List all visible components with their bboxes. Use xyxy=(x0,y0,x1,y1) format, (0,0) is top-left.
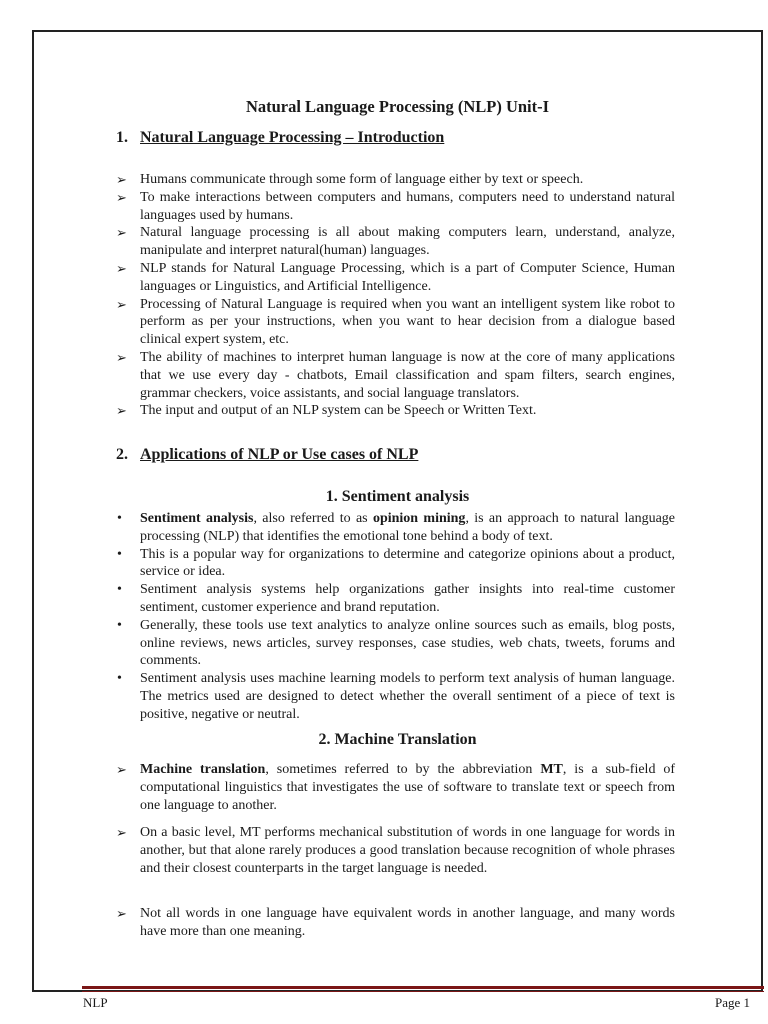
section-2-heading xyxy=(116,446,418,464)
footer-label: NLP xyxy=(83,995,108,1010)
list-item: ➢ Not all words in one language have equivalent words in another language, and many words have more than one meaning. xyxy=(116,906,675,939)
section-1-heading xyxy=(116,129,444,147)
arrow-bullet-icon: ➢ xyxy=(116,225,127,241)
dot-bullet-icon: • xyxy=(117,671,122,687)
dot-bullet-icon: • xyxy=(117,582,122,598)
section-2-number: 2. xyxy=(116,446,128,463)
dot-bullet-icon: • xyxy=(117,546,122,562)
dot-bullet-icon: • xyxy=(117,511,122,526)
arrow-bullet-icon: ➢ xyxy=(116,172,127,187)
page-number: Page 1 xyxy=(714,995,750,1010)
list-item: ➢ Processing of Natural Language is required when you want an intelligent system like robot to perform as per your instructions, when you want to hear decision from a dialogue based clinical expert system, etc. xyxy=(116,296,675,348)
arrow-bullet-icon: ➢ xyxy=(116,260,127,276)
mt-bullet-list-2 xyxy=(116,824,675,877)
list-item: ➢ The ability of machines to interpret human language is now at the core of many applications that we use every day - chatbots, Email classification and spam filters, search engines, grammar checkers, voice assistants, and social language translators. xyxy=(116,349,675,401)
list-item: • Sentiment analysis systems help organizations gather insights into real-time customer sentiment, customer experience and brand reputation. xyxy=(117,582,675,615)
arrow-bullet-icon: ➢ xyxy=(116,906,127,921)
footer-rule-thin xyxy=(82,991,764,992)
list-item: • Generally, these tools use text analytics to analyze online sources such as emails, blog posts, online reviews, news articles, survey responses, case studies, web chats, tweets, forums and comments. xyxy=(117,617,675,669)
list-item: ➢ Machine translation, sometimes referred to by the abbreviation MT, is a sub-field of computational linguistics that investigates the use of software to translate text or speech from one language to another. xyxy=(116,762,676,813)
section-1-bullet-list xyxy=(116,171,675,420)
list-item: • This is a popular way for organizations to determine and categorize opinions about a product, service or idea. xyxy=(117,546,675,580)
list-item: • Sentiment analysis uses machine learning models to perform text analysis of human language. The metrics used are designed to detect whether the overall sentiment of a piece of text is positive, negative or neutral. xyxy=(117,671,675,722)
section-1-title: Natural Language Processing – Introduction xyxy=(140,129,445,146)
arrow-bullet-icon: ➢ xyxy=(116,762,127,777)
arrow-bullet-icon: ➢ xyxy=(116,189,127,205)
list-item: ➢ To make interactions between computers and humans, computers need to understand natural languages used by humans. xyxy=(116,189,675,223)
sentiment-bullet-list xyxy=(116,510,675,724)
footer-rule-thick xyxy=(82,986,764,989)
section-1-number: 1. xyxy=(116,129,128,146)
dot-bullet-icon: • xyxy=(117,617,122,633)
sentiment-analysis-heading: 1. Sentiment analysis xyxy=(325,488,470,505)
list-item: • Sentiment analysis, also referred to as opinion mining, is an approach to natural language processing (NLP) that identifies the emotional tone behind a body of text. xyxy=(117,511,676,544)
section-2-title: Applications of NLP or Use cases of NLP xyxy=(140,446,419,463)
arrow-bullet-icon: ➢ xyxy=(116,349,127,365)
machine-translation-heading: 2. Machine Translation xyxy=(318,731,477,748)
list-item: ➢ Humans communicate through some form of language either by text or speech. xyxy=(116,172,584,187)
list-item: ➢ Natural language processing is all about making computers learn, understand, analyze, manipulate and interpret natural(human) languages. xyxy=(116,225,675,259)
mt-bullet-list-1 xyxy=(116,761,675,814)
mt-bullet-list-3 xyxy=(116,905,675,941)
arrow-bullet-icon: ➢ xyxy=(116,403,127,419)
arrow-bullet-icon: ➢ xyxy=(116,296,127,312)
list-item: ➢ The input and output of an NLP system can be Speech or Written Text. xyxy=(116,403,537,419)
document-title: Natural Language Processing (NLP) Unit-I xyxy=(245,97,550,116)
list-item: ➢ NLP stands for Natural Language Processing, which is a part of Computer Science, Human languages or Linguistics, and Artificial Intelligence. xyxy=(116,260,675,294)
list-item: ➢ On a basic level, MT performs mechanical substitution of words in one language for words in another, but that alone rarely produces a good translation because recognition of whole phrases and their closest counterparts in the target language is needed. xyxy=(116,825,675,876)
arrow-bullet-icon: ➢ xyxy=(116,825,127,840)
